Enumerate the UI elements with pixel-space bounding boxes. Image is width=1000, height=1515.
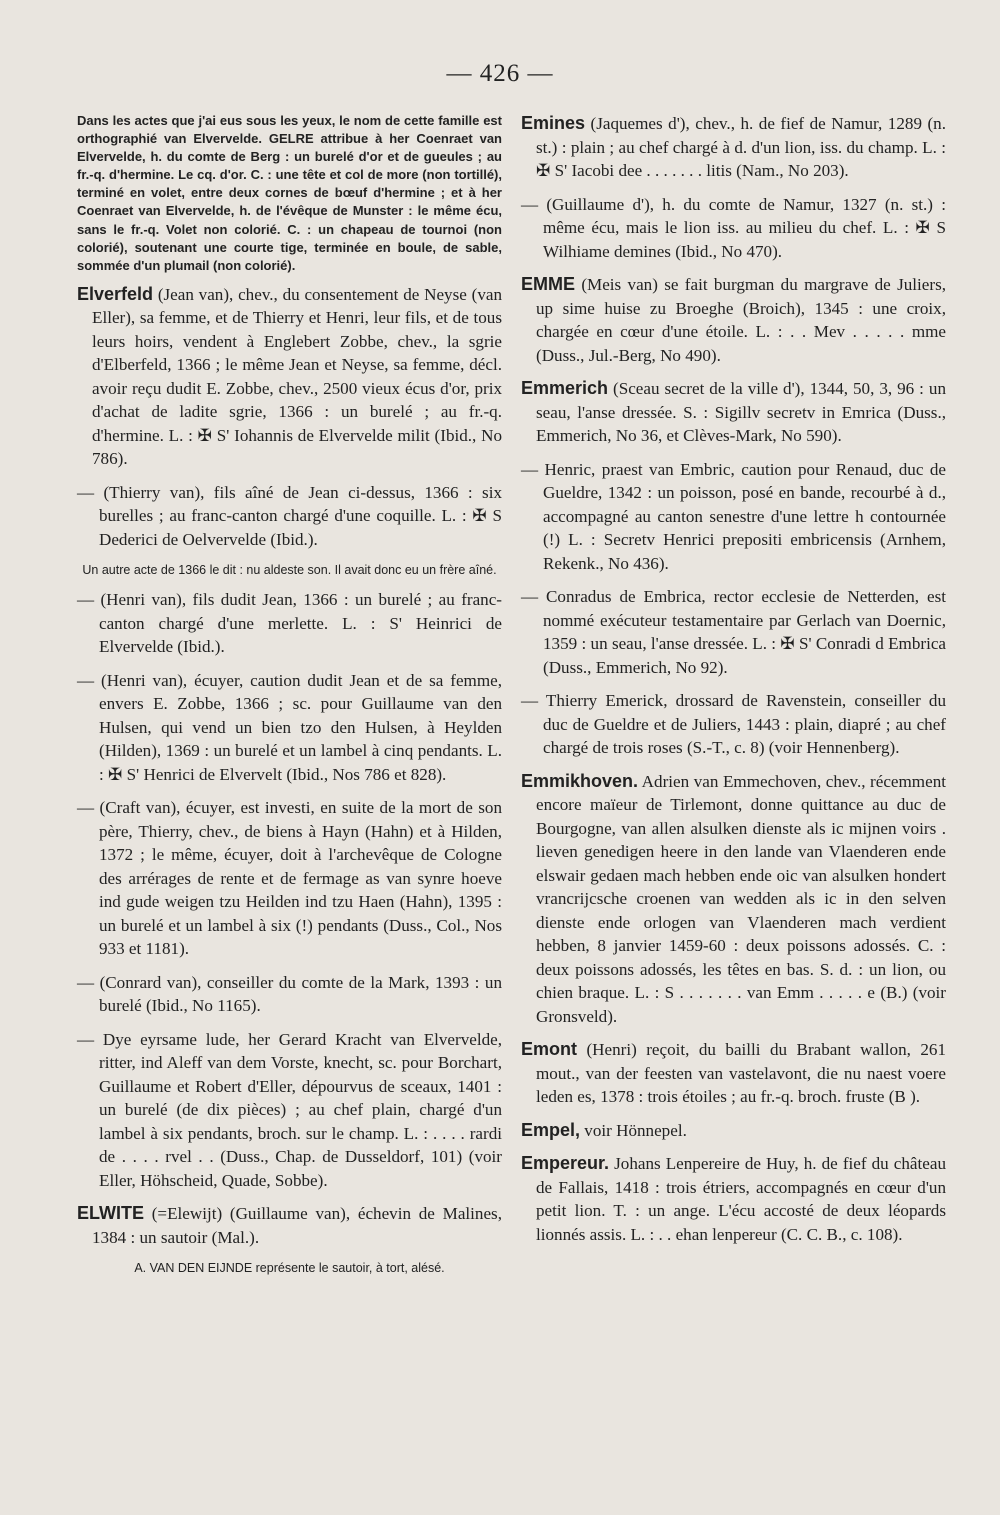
note-autre-acte: Un autre acte de 1366 le dit : nu aldeste son. Il avait donc eu un frère aîné. <box>82 563 497 578</box>
entry-elwite <box>77 1202 502 1249</box>
entry-head: Emont <box>521 1039 577 1059</box>
entry-dye-eyrsame: — Dye eyrsame lude, her Gerard Kracht van Elvervelde, ritter, ind Aleff van dem Vorste, knecht, sc. pour Borchart, Guillaume et Robert d'Eller, dépourvus de sceaux, 1401 : un burelé (de dix pièces) ; au chef plain, chargé d'un lambel à six pendants, broch. sur le champ. L. : . . . . rardi de . . . . rvel . . (Duss., Chap. de Dusseldorf, 101) (voir Eller, Höhscheid, Quade, Sobbe). <box>77 1029 502 1190</box>
entry-text: (Meis van) se fait burgman du margrave de Juliers, up sime huise zu Broeghe (Broich), 1345 : une croix, chargée en cœur d'une étoile. L. : . . Mev . . . . . mme (Duss., Jul.-Berg, No 490). <box>536 275 946 365</box>
entry-emmerich <box>521 377 946 448</box>
entry-guillaume-d: — (Guillaume d'), h. du comte de Namur, 1327 (n. st.) : même écu, mais le lion iss. au milieu du chef. L. : ✠ S Wilhiame demines (Ibid., No 470). <box>521 194 946 261</box>
entry-text: Johans Lenpereire de Huy, h. de fief du château de Fallais, 1418 : trois étriers, accompagnés en cœur d'un petit lion. T. : un ange. L'écu accosté de deux léopards lionnés assis. L. : . . ehan lenpereur (C. C. B., c. 108). <box>536 1154 946 1244</box>
page-number: — 426 — <box>446 60 554 87</box>
left-column <box>77 112 502 1286</box>
entry-conradus: — Conradus de Embrica, rector ecclesie de Netterden, est nommé exécuteur testamentaire par Gerlach van Doernic, 1359 : un seau, l'anse dressée. L. : ✠ S' Conradi d Embrica (Duss., Emmerich, No 92). <box>521 587 946 677</box>
entry-text: (=Elewijt) (Guillaume van), échevin de Malines, 1384 : un sautoir (Mal.). <box>92 1204 502 1247</box>
entry-empereur <box>521 1152 946 1246</box>
entry-text: (Sceau secret de la ville d'), 1344, 50, 3, 96 : un seau, l'anse dressée. S. : Sigillv secretv in Emrica (Duss., Emmerich, No 36, et Clèves-Mark, No 590). <box>536 379 946 445</box>
entry-emines <box>521 112 946 183</box>
right-column <box>521 112 946 1256</box>
entry-head: Empereur. <box>521 1153 610 1173</box>
entry-craft-van: — (Craft van), écuyer, est investi, en suite de la mort de son père, Thierry, chev., de biens à Hayn (Hahn) et à Hilden, 1372 ; le même, écuyer, doit à l'archevêque de Cologne des arrérages de rente et de fermage as van synre hoeve ind gude weigen tzu Heilden ind tzu Haen (Hahn), 1395 : un burelé et un lambel à six (!) pendants (Duss., Col., Nos 933 et 1181). <box>77 798 502 959</box>
entry-conrard-van: — (Conrard van), conseiller du comte de la Mark, 1393 : un burelé (Ibid., No 1165). <box>77 972 502 1016</box>
entry-head: Emmikhoven. <box>521 770 639 791</box>
entry-text: Adrien van Emmechoven, chev., récemment encore maïeur de Tirlemont, donne quittance au duc de Bourgogne, van allen alsulken dienste als ic mijnen voirs . lieven genedigen heere in den lande van Vlaenderen ende elswair gedaen mach hebben ende oic van alsulken hondert vrancrijcsche croenen van wedden als ic in den selven dienste ende orlogen van Vlaenderen mach verdient hebben, 8 janvier 1459-60 : deux poissons adossés. C. : deux poissons adossés, les têtes en bas. S. d. : un lion, ou chien braque. L. : S . . . . . . . van Emm . . . . . e (B.) (voir Gronsveld). <box>536 771 946 1026</box>
entry-emme <box>521 273 946 367</box>
entry-elverfeld <box>77 283 502 471</box>
entry-thierry-van: — (Thierry van), fils aîné de Jean ci-dessus, 1366 : six burelles ; au franc-canton chargé d'une coquille. L. : ✠ S Dederici de Oelvervelde (Ibid.). <box>77 482 502 549</box>
entry-head: ELWITE <box>77 1203 144 1224</box>
family-note: Dans les actes que j'ai eus sous les yeux, le nom de cette famille est orthographié van Elvervelde. GELRE attribue à her Coenraet van Elvervelde, h. du comte de Berg : un burelé d'or et de gueules ; au fr.-q. d'hermine. Le cq. d'or. C. : une tête et col de more (non tortillé), terminé en volet, entre deux cornes de bœuf d'hermine ; et à her Coenraet van Elvervelde, h. de l'évêque de Munster : le même écu, sans le fr.-q. Volet non colorié. C. : un chapeau de tournoi (non colorié), soutenant une courte tige, terminée en boule, de sable, sommée d'un plumail (non colorié). <box>77 113 502 273</box>
entry-text: (Jaquemes d'), chev., h. de fief de Namur, 1289 (n. st.) : plain ; au chef chargé à d. d'un lion, iss. du champ. L. : ✠ S' Iacobi dee . . . . . . . litis (Nam., No 203). <box>536 114 946 180</box>
entry-text: (Jean van), chev., du consentement de Neyse (van Eller), sa femme, et de Thierry et Henri, leur fils, et de tous leurs hoirs, vendent à Englebert Zobbe, chev., la sgrie d'Elberfeld, 1366 ; le même Jean et Neyse, sa femme, décl. avoir reçu dudit E. Zobbe, chev., 2500 vieux écus d'or, prix d'achat de ladite sgrie, 1366 : un burelé ; au fr.-q. d'hermine. L. : ✠ S' Iohannis de Elvervelde milit (Ibid., No 786). <box>92 284 502 469</box>
entry-henri-van-ecuyer: — (Henri van), écuyer, caution dudit Jean et de sa femme, envers E. Zobbe, 1366 ; sc. pour Guillaume van den Hulsen, qui vend un bien tzo den Hulsen, à Heylden (Hilden), 1369 : un burelé et un lambel à cinq pendants. L. : ✠ S' Henrici de Elvervelt (Ibid., Nos 786 et 828). <box>77 670 502 784</box>
entry-head: Emmerich <box>521 378 609 398</box>
entry-empel <box>521 1119 946 1143</box>
entry-henric-praest: — Henric, praest van Embric, caution pour Renaud, duc de Gueldre, 1342 : un poisson, posé en bande, recourbé à d., accompagné au canton senestre d'une lettre h contournée (!) L. : Secretv Henrici prepositi embricensis (Arnhem, Rekenk., No 436). <box>521 459 946 573</box>
entry-head: EMME <box>521 274 575 294</box>
entry-henri-van-fils: — (Henri van), fils dudit Jean, 1366 : un burelé ; au franc-canton chargé d'une merlette. L. : S' Heinrici de Elvervelde (Ibid.). <box>77 590 502 657</box>
entry-emmikhoven <box>521 770 946 1029</box>
entry-thierry-emerick: — Thierry Emerick, drossard de Ravenstein, conseiller du duc de Gueldre et de Juliers, 1443 : plain, diapré ; au chef chargé de trois roses (S.-T., c. 8) (voir Hennenberg). <box>521 691 946 757</box>
entry-head: Empel, <box>521 1119 581 1140</box>
entry-emont <box>521 1038 946 1109</box>
entry-text: (Henri) reçoit, du bailli du Brabant wallon, 261 mout., van der feesten van vastelavont, die nu naest voere leden es, 1378 : trois étoiles ; au fr.-q. broch. fruste (B ). <box>536 1040 946 1106</box>
entry-head: Elverfeld <box>77 283 154 304</box>
note-van-den-eijnde: A. VAN DEN EIJNDE représente le sautoir, à tort, alésé. <box>134 1261 445 1276</box>
entry-head: Emines <box>521 113 586 133</box>
entry-text: voir Hönnepel. <box>580 1120 687 1140</box>
